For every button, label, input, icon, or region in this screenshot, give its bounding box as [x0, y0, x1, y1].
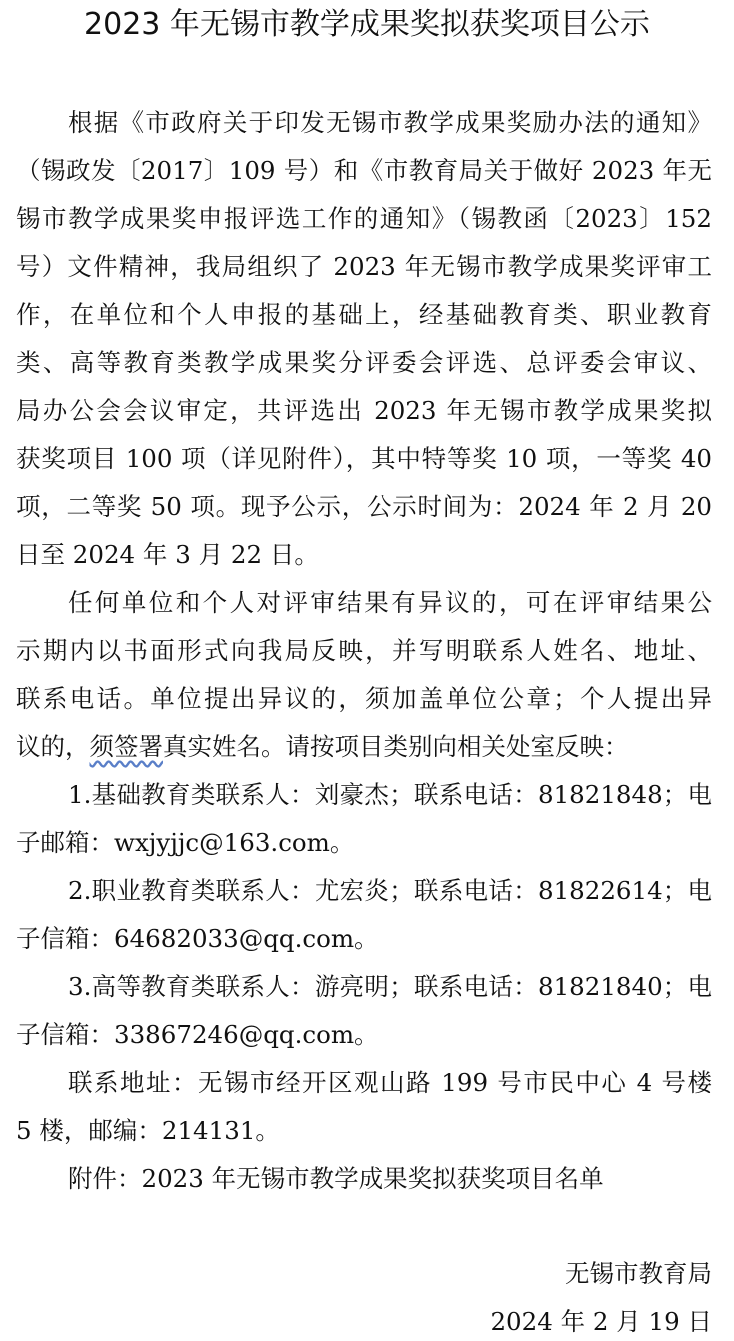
contact-line: 子信箱：64682033@qq.com。	[16, 924, 379, 953]
signature-date: 2024 年 2 月 19 日	[490, 1307, 712, 1336]
text-run: 议的，	[16, 732, 90, 761]
paragraph-line: 局办公会会议审定，共评选出 2023 年无锡市教学成果奖拟	[16, 396, 712, 425]
paragraph-line: 日至 2024 年 3 月 22 日。	[16, 540, 319, 569]
signature-org: 无锡市教育局	[565, 1259, 712, 1288]
underlined-text: 须签署	[89, 732, 163, 761]
paragraph-line: 获奖项目 100 项（详见附件），其中特等奖 10 项，一等奖 40	[16, 444, 712, 473]
attachment-line: 附件：2023 年无锡市教学成果奖拟获奖项目名单	[68, 1164, 604, 1193]
paragraph-line: 作，在单位和个人申报的基础上，经基础教育类、职业教育	[16, 300, 712, 329]
contact-line: 3.高等教育类联系人：游亮明；联系电话：81821840；电	[68, 972, 712, 1001]
paragraph-line: 号）文件精神，我局组织了 2023 年无锡市教学成果奖评审工	[16, 252, 712, 281]
paragraph-line: 任何单位和个人对评审结果有异议的，可在评审结果公	[68, 588, 712, 617]
contact-line: 子信箱：33867246@qq.com。	[16, 1020, 379, 1049]
paragraph-line	[16, 728, 712, 766]
page-title: 2023 年无锡市教学成果奖拟获奖项目公示	[84, 7, 650, 42]
text-run: 真实姓名。请按项目类别向相关处室反映：	[163, 732, 629, 761]
paragraph-line: 联系电话。单位提出异议的，须加盖单位公章；个人提出异	[16, 684, 712, 713]
paragraph-line: 根据《市政府关于印发无锡市教学成果奖励办法的通知》	[68, 108, 712, 137]
contact-line: 2.职业教育类联系人：尤宏炎；联系电话：81822614；电	[68, 876, 712, 905]
address-line: 联系地址：无锡市经开区观山路 199 号市民中心 4 号楼	[68, 1068, 712, 1097]
address-line: 5 楼，邮编：214131。	[16, 1116, 280, 1145]
contact-line: 子邮箱：wxjyjjc@163.com。	[16, 828, 355, 857]
paragraph-line: （锡政发〔2017〕109 号）和《市教育局关于做好 2023 年无	[16, 156, 712, 185]
contact-line: 1.基础教育类联系人：刘豪杰；联系电话：81821848；电	[68, 780, 712, 809]
paragraph-line: 示期内以书面形式向我局反映，并写明联系人姓名、地址、	[16, 636, 712, 665]
paragraph-line: 项，二等奖 50 项。现予公示，公示时间为：2024 年 2 月 20	[16, 492, 712, 521]
paragraph-line: 类、高等教育类教学成果奖分评委会评选、总评委会审议、	[16, 348, 712, 377]
paragraph-line: 锡市教学成果奖申报评选工作的通知》（锡教函〔2023〕152	[16, 204, 712, 233]
